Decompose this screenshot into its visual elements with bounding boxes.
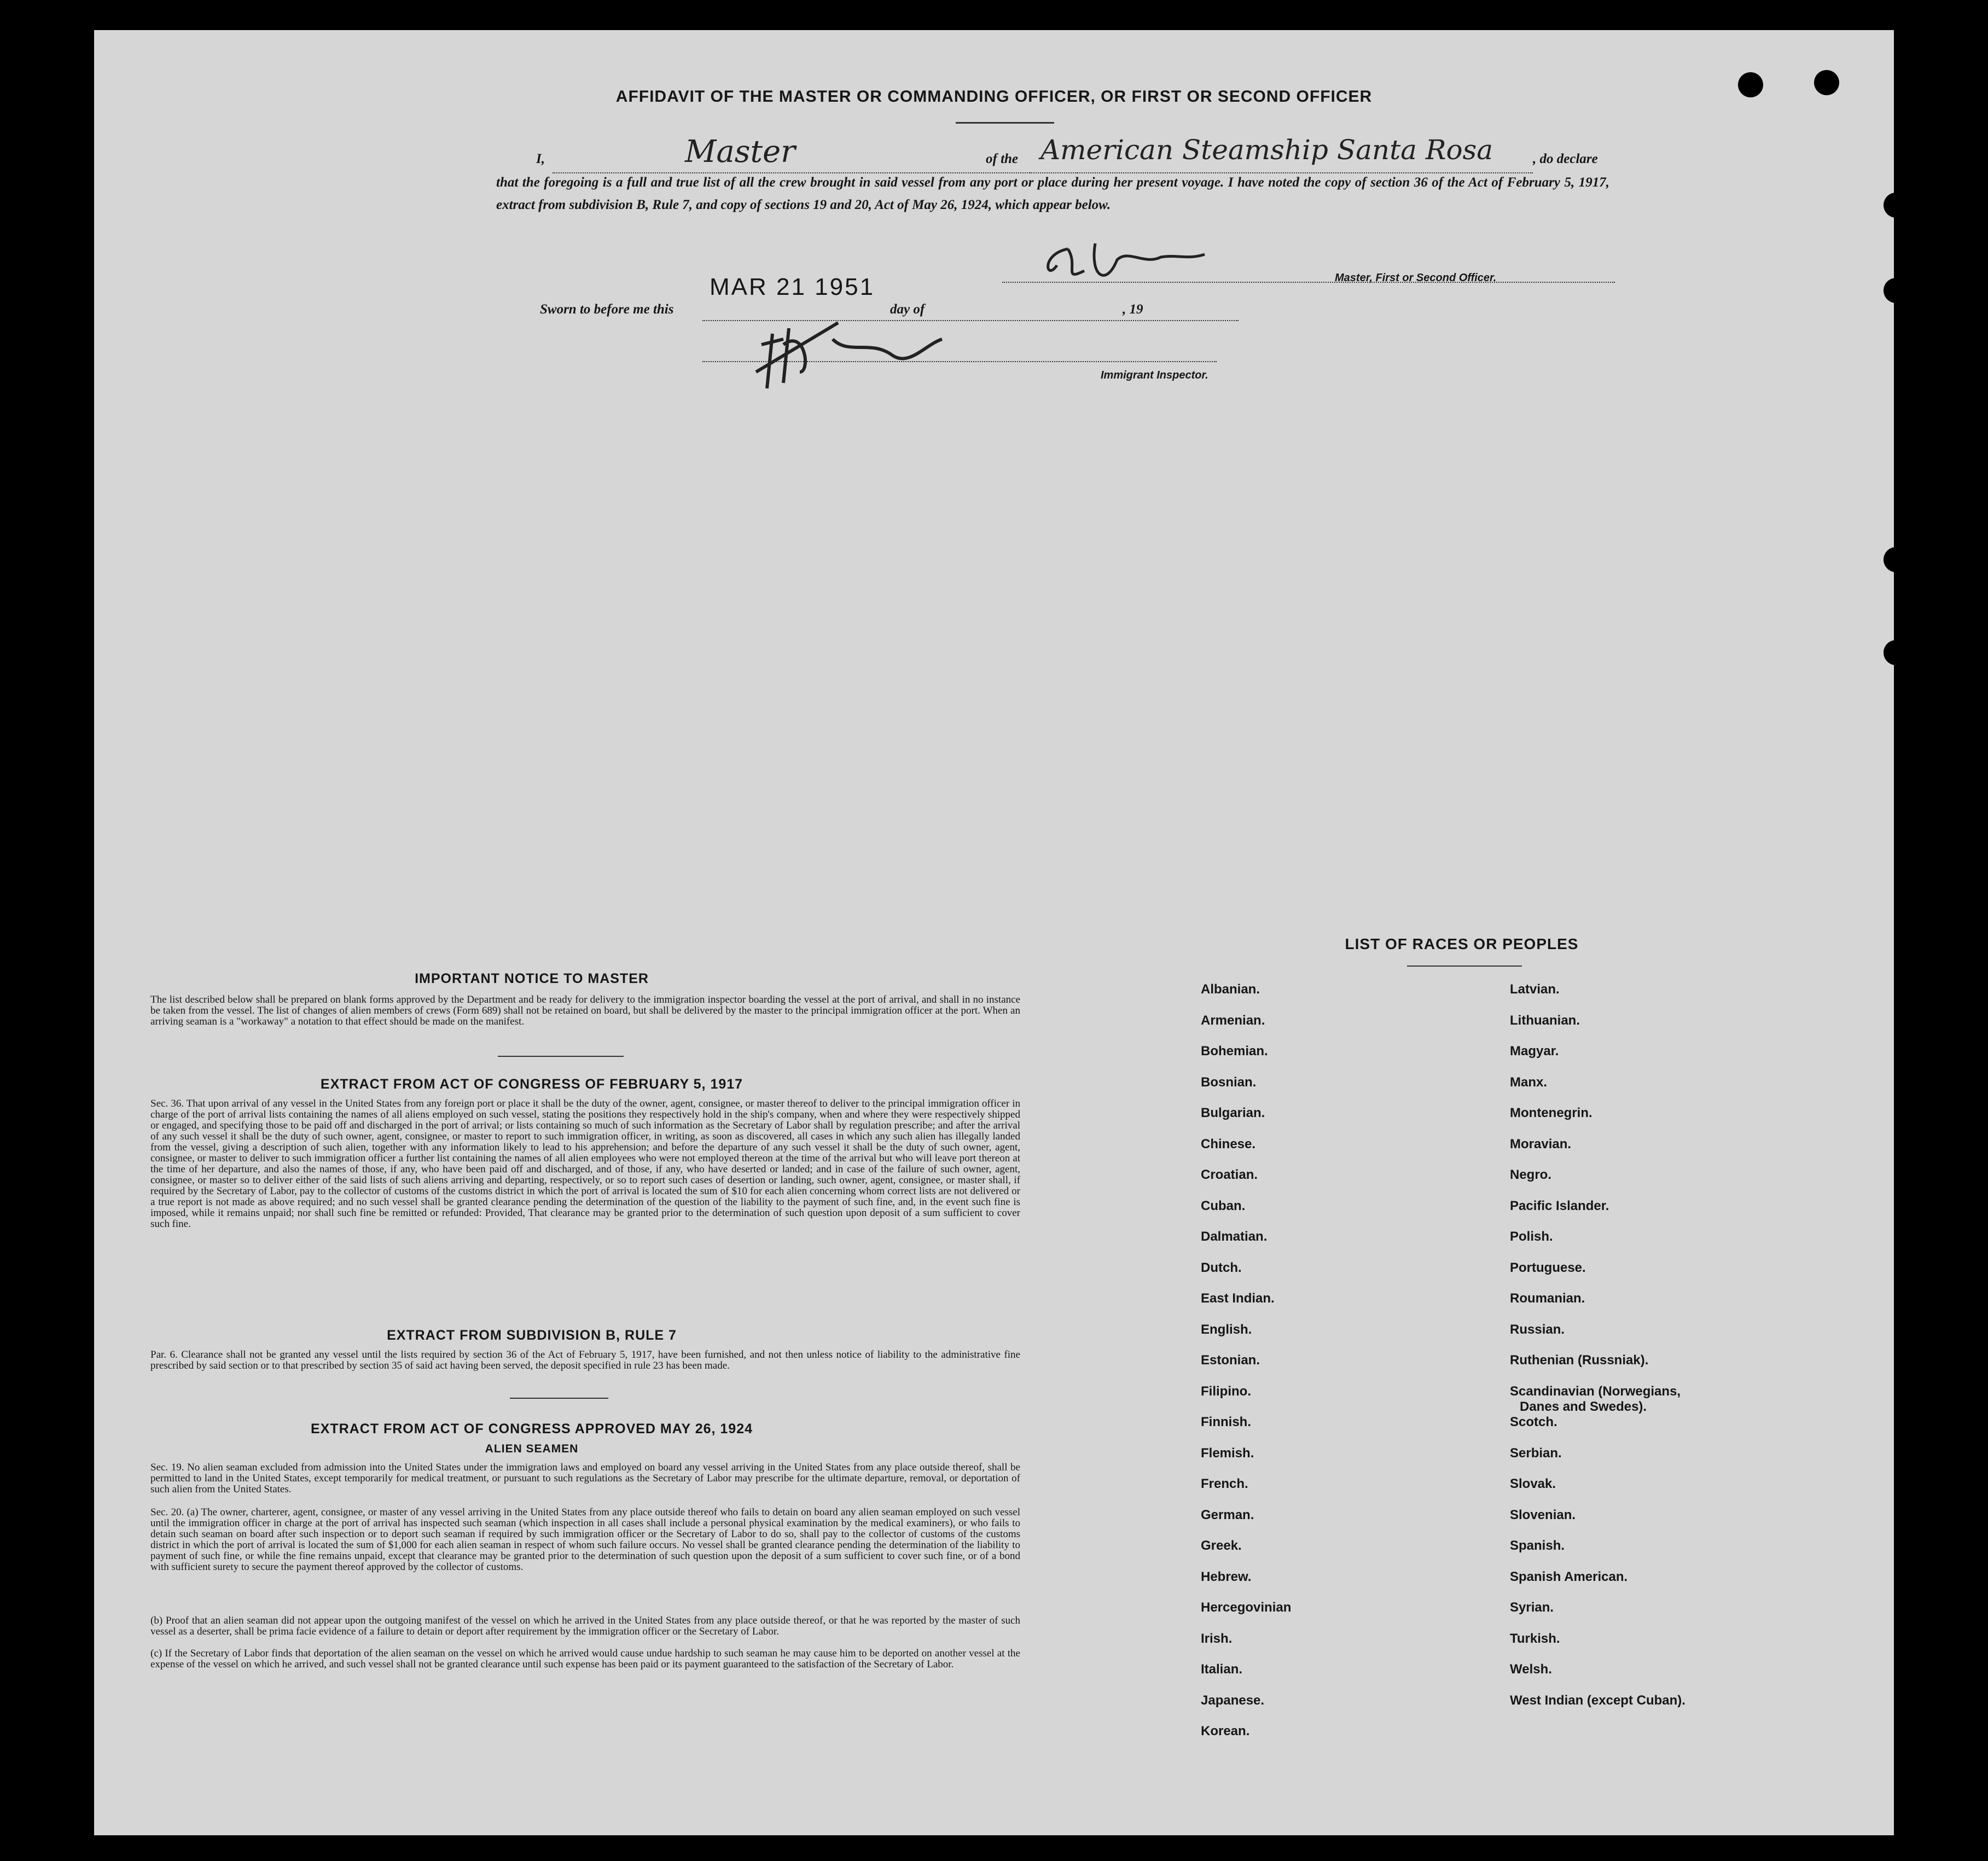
race-item: Russian. xyxy=(1510,1322,1565,1337)
i-label: I, xyxy=(536,152,545,166)
race-item: German. xyxy=(1201,1507,1254,1522)
punch-hole xyxy=(1884,640,1909,665)
punch-hole xyxy=(1884,278,1909,303)
extract-1924-title: EXTRACT FROM ACT OF CONGRESS APPROVED MAY 26, 1924 xyxy=(310,1421,753,1437)
races-divider xyxy=(1407,966,1522,967)
race-item: Dalmatian. xyxy=(1201,1229,1268,1244)
race-item: English. xyxy=(1201,1322,1252,1337)
officer-title-handwritten: Master xyxy=(685,134,795,170)
vessel-handwritten: American Steamship Santa Rosa xyxy=(1040,134,1493,166)
affidavit-title: AFFIDAVIT OF THE MASTER OR COMMANDING OFFICER, OR FIRST OR SECOND OFFICER xyxy=(615,88,1373,106)
race-item: French. xyxy=(1201,1476,1248,1491)
race-item: Montenegrin. xyxy=(1510,1106,1592,1120)
sworn-label: Sworn to before me this xyxy=(540,302,674,317)
title-divider xyxy=(956,122,1054,124)
extract-1924-subtitle: ALIEN SEAMEN xyxy=(485,1443,579,1455)
race-item: Latvian. xyxy=(1510,982,1560,997)
race-item: Moravian. xyxy=(1510,1136,1572,1152)
race-item: Spanish. xyxy=(1510,1538,1565,1553)
race-item: Irish. xyxy=(1201,1631,1233,1646)
race-item: Spanish American. xyxy=(1510,1569,1628,1584)
race-item: Syrian. xyxy=(1510,1600,1554,1615)
of-the-label: of the xyxy=(986,152,1019,166)
race-item: Hercegovinian xyxy=(1201,1600,1292,1615)
race-item: Negro. xyxy=(1510,1167,1552,1182)
race-item: Manx. xyxy=(1510,1074,1548,1090)
master-signature-label: Master, First or Second Officer. xyxy=(1335,272,1497,284)
race-item: Serbian. xyxy=(1510,1445,1562,1461)
race-item: Korean. xyxy=(1201,1724,1250,1738)
race-item: Filipino. xyxy=(1201,1383,1251,1399)
punch-hole xyxy=(1905,1590,1930,1615)
race-item: Pacific Islander. xyxy=(1510,1198,1609,1213)
race-item: Croatian. xyxy=(1201,1167,1258,1182)
race-item: Danes and Swedes). xyxy=(1520,1399,1647,1414)
punch-hole xyxy=(1884,193,1909,218)
inspector-label: Immigrant Inspector. xyxy=(1101,369,1208,381)
race-item: Japanese. xyxy=(1201,1693,1265,1708)
extract-1924-sec20a: Sec. 20. (a) The owner, charterer, agent, consignee, or master of any vessel arriving in the United States from any place outside thereof who fails to detain on board any alien seaman employed on such vessel until the immigration officer in charge at the port of arrival has inspected such seaman (which inspection in all cases shall include a personal physical examination by the medical examiners), or who fails to detain such seaman on board after such inspection or to deport such seaman if required by such immigration officer or the Secretary of Labor to do so, shall pay to the collector of customs of the customs district in which the port of arrival is located the sum of $1,000 for each alien seaman in respect of whom such failure occurs. No vessel shall be granted clearance pending the determination of the liability to payment of such fine, or while the fine remains unpaid, except that clearance may be granted prior to the determination of such question upon the deposit of a sum sufficient to cover such fine, or of a bond with sufficient surety to secure the payment thereof approved by the collector of customs. xyxy=(150,1507,1020,1573)
punch-hole xyxy=(1896,1235,1921,1260)
race-item: Bulgarian. xyxy=(1201,1106,1265,1120)
master-signature xyxy=(1035,232,1210,293)
notice-divider xyxy=(498,1056,624,1057)
race-item: Magyar. xyxy=(1510,1044,1559,1059)
race-item: Slovak. xyxy=(1510,1476,1556,1491)
race-item: Cuban. xyxy=(1201,1198,1246,1213)
inspector-signature-line xyxy=(702,350,1217,362)
year-prefix: , 19 xyxy=(1123,302,1143,317)
race-item: Scotch. xyxy=(1510,1415,1557,1429)
race-item: Italian. xyxy=(1201,1662,1243,1677)
extract-1924-sec20c: (c) If the Secretary of Labor finds that deportation of the alien seaman on the vessel on which he arrived would cause undue hardship to such seaman he may cause him to be deported on another vessel at the expense of the vessel on which he arrived, and such vessel shall not be granted clearance until such expense has been paid or its payment guaranteed to the satisfaction of the Secretary of Labor. xyxy=(150,1648,1020,1670)
punch-hole xyxy=(1738,72,1763,97)
punch-hole xyxy=(1896,1147,1921,1172)
race-item: East Indian. xyxy=(1201,1291,1275,1306)
race-item: Estonian. xyxy=(1201,1353,1260,1368)
race-item: Ruthenian (Russniak). xyxy=(1510,1353,1649,1368)
race-item: Hebrew. xyxy=(1201,1569,1252,1584)
extract-1924-sec19: Sec. 19. No alien seaman excluded from admission into the United States under the immigration laws and employed on board any vessel arriving in the United States from any place outside thereof, shall be permitted to land in the United States, except temporarily for medical treatment, or pursuant to such regulations as the Secretary of Labor may prescribe for the ultimate departure, removal, or deportation of such alien from the United States. xyxy=(150,1462,1020,1495)
punch-hole xyxy=(1884,547,1909,572)
race-item: Finnish. xyxy=(1201,1415,1251,1429)
race-item: Bohemian. xyxy=(1201,1044,1268,1059)
race-item: Turkish. xyxy=(1510,1631,1560,1646)
extract-1917-title: EXTRACT FROM ACT OF CONGRESS OF FEBRUARY 5, 1917 xyxy=(320,1077,743,1092)
race-item: Scandinavian (Norwegians, xyxy=(1510,1383,1681,1399)
rule7-divider xyxy=(510,1398,608,1399)
document-page xyxy=(94,30,1894,1835)
race-item: Bosnian. xyxy=(1201,1074,1257,1090)
declaration-text: that the foregoing is a full and true list of all the crew brought in said vessel from any port or place during her present voyage. I have noted the copy of section 36 of the Act of February 5, 1917, extract from subdivision B, Rule 7, and copy of sections 19 and 20, Act of May 26, 1924, which appear below. xyxy=(496,175,1609,212)
race-item: Chinese. xyxy=(1201,1136,1256,1152)
day-of-label: day of xyxy=(890,302,925,317)
extract-rule7-text: Par. 6. Clearance shall not be granted any vessel until the lists required by section 36 of the Act of February 5, 1917, have been furnished, and not then unless notice of liability to the administrative fine prescribed by said section or to that prescribed by section 35 of said act having been served, the deposit specified in rule 23 has been made. xyxy=(150,1349,1020,1371)
race-item: Polish. xyxy=(1510,1229,1553,1244)
punch-hole xyxy=(1814,70,1839,95)
extract-1924-sec20b: (b) Proof that an alien seaman did not appear upon the outgoing manifest of the vessel on which he arrived in the United States from any place outside thereof, or that he was reported by the master of such vessel as a deserter, shall be prima facie evidence of a failure to detain or deport after requirement by the immigration officer or the Secretary of Labor. xyxy=(150,1615,1020,1637)
race-item: Dutch. xyxy=(1201,1260,1242,1275)
race-item: Albanian. xyxy=(1201,982,1260,997)
race-item: Portuguese. xyxy=(1510,1260,1586,1275)
do-declare-label: , do declare xyxy=(1533,152,1598,166)
race-item: Welsh. xyxy=(1510,1662,1552,1677)
extract-rule7-title: EXTRACT FROM SUBDIVISION B, RULE 7 xyxy=(387,1328,677,1343)
notice-text: The list described below shall be prepared on blank forms approved by the Department and be ready for delivery to the immigration inspector boarding the vessel at the port of arrival, and shall in no instance be taken from the vessel. The list of changes of alien members of crews (Form 689) shall not be retained on board, but shall be delivered by the master to the principal immigration officer at the port. When an arriving seaman is a "workaway" a notation to that effect should be made on the manifest. xyxy=(150,994,1020,1027)
notice-title: IMPORTANT NOTICE TO MASTER xyxy=(415,971,649,986)
date-stamp: MAR 21 1951 xyxy=(710,274,875,300)
extract-1917-text: Sec. 36. That upon arrival of any vessel in the United States from any foreign port or place it shall be the duty of the owner, agent, consignee, or master thereof to deliver to the principal immigration officer in charge of the port of arrival lists containing the names of all aliens employed on such vessel, stating the positions they respectively hold in the ship's company, when and where they were respectively shipped or engaged, and specifying those to be paid off and discharged in the port of arrival; or lists containing so much of such information as the Secretary of Labor shall by regulation prescribe; and after the arrival of any such vessel it shall be the duty of such owner, agent, consignee, or master to report to such immigration officer, in writing, as soon as discovered, all cases in which any such alien has illegally landed from the vessel, giving a description of such alien, together with any information likely to lead to his apprehension; and before the departure of any such vessel it shall be the duty of such owner, agent, consignee, or master to deliver to such immigration officer a further list containing the names of all alien employees who were not employed thereon at the time of the arrival but who will leave port thereon at the time of her departure, and also the names of those, if any, who have been paid off and discharged, and of those, if any, who have deserted or landed; and in case of the failure of such owner, agent, consignee, or master so to deliver either of the said lists of such aliens arriving and departing, respectively, or so to report such cases of desertion or landing, such owner, agent, consignee, or master shall, if required by the Secretary of Labor, pay to the collector of customs of the customs district in which the port of arrival is located the sum of $10 for each alien concerning whom correct lists are not delivered or a true report is not made as above required; and no such vessel shall be granted clearance pending the determination of the question of the liability to the payment of such fine, and, in the event such fine is imposed, while it remains unpaid; nor shall such fine be remitted or refunded: Provided, That clearance may be granted prior to the determination of such question upon deposit of a sum sufficient to cover such fine. xyxy=(150,1098,1020,1230)
race-item: Greek. xyxy=(1201,1538,1242,1553)
races-title: LIST OF RACES OR PEOPLES xyxy=(1345,935,1579,952)
punch-hole xyxy=(1905,1502,1930,1527)
race-item: Flemish. xyxy=(1201,1445,1254,1461)
race-item: Armenian. xyxy=(1201,1013,1265,1028)
race-item: Lithuanian. xyxy=(1510,1013,1580,1028)
race-item: Slovenian. xyxy=(1510,1507,1576,1522)
race-item: West Indian (except Cuban). xyxy=(1510,1693,1685,1708)
race-item: Roumanian. xyxy=(1510,1291,1585,1306)
